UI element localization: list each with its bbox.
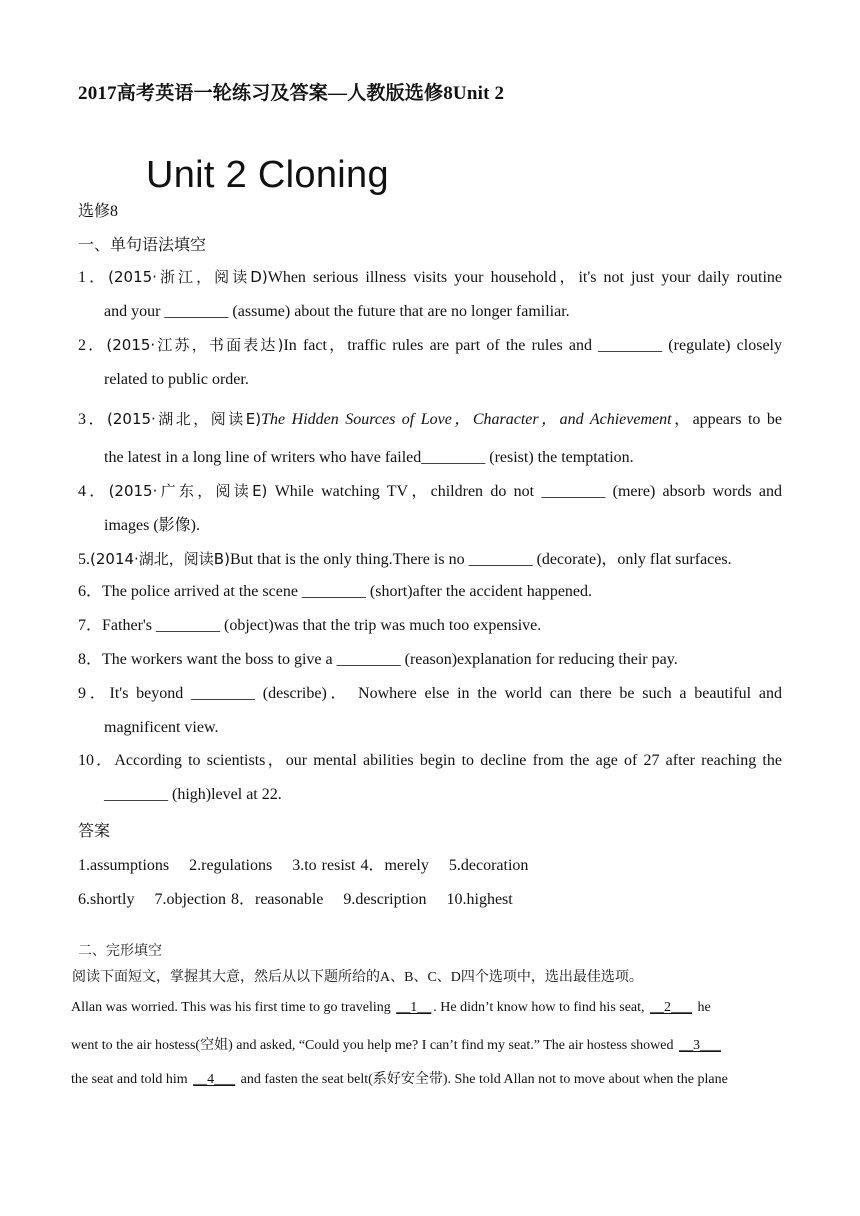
- answer-item: 7.objection 8．reasonable: [154, 891, 324, 908]
- question-1: [78, 260, 782, 329]
- question-text: It's beyond ________ (describe)． Nowhere else in the world can there be such a beautiful and: [109, 685, 782, 702]
- cloze-blank-3: __3___: [679, 1038, 722, 1053]
- question-text: ，appears to be: [671, 411, 782, 428]
- section-title-cloze: 二、完形填空: [78, 944, 162, 959]
- book-title: The Hidden Sources of Love，Character，and Achievement: [261, 411, 672, 428]
- question-number: 3．: [78, 411, 108, 428]
- cloze-blank-2: __2___: [650, 1000, 693, 1015]
- question-5: [78, 542, 782, 577]
- cloze-instruction: 阅读下面短文，掌握其大意，然后从以下题所给的A、B、C、D四个选项中，选出最佳选项。: [72, 970, 643, 985]
- cloze-blank-4: __4___: [193, 1072, 236, 1087]
- question-number: 4．: [78, 483, 109, 500]
- question-text-continued: magnificent view.: [104, 719, 219, 736]
- section-title-grammar: 一、单句语法填空: [78, 235, 207, 254]
- answer-item: 2.regulations: [189, 857, 273, 874]
- question-10: [78, 744, 782, 812]
- question-source: (2015·广东，阅读E): [108, 482, 268, 500]
- question-3: [78, 400, 782, 477]
- question-text: When serious illness visits your household，it's not just your daily routine: [267, 269, 782, 286]
- question-6: [78, 575, 782, 609]
- question-number: 10．: [78, 752, 115, 769]
- passage-line-1: [71, 1000, 787, 1016]
- question-text-continued: the latest in a long line of writers who have failed________ (resist) the temptation.: [104, 449, 634, 466]
- answers-line-1: [78, 852, 548, 875]
- question-source: (2014·湖北，阅读B): [90, 550, 230, 568]
- question-number: 2．: [78, 337, 107, 354]
- question-8: [78, 643, 782, 677]
- answer-item: 5.decoration: [448, 857, 529, 874]
- passage-text: the seat and told him: [71, 1072, 192, 1087]
- passage-text: Allan was worried. This was his first time to go traveling: [71, 1000, 395, 1015]
- question-number: 8．: [78, 651, 103, 668]
- question-text-continued: ________ (high)level at 22.: [104, 786, 282, 803]
- question-number: 1．: [78, 269, 109, 286]
- passage-line-3: [71, 1068, 787, 1088]
- question-text: But that is the only thing.There is no ________ (decorate)，only flat surfaces.: [229, 551, 732, 568]
- passage-text: he: [694, 1000, 711, 1015]
- question-text: Father's ________ (object)was that the trip was much too expensive.: [102, 617, 542, 634]
- module-label: 选修8: [78, 203, 119, 220]
- question-source: (2015·江苏，书面表达): [106, 336, 284, 354]
- answer-item: 6.shortly: [78, 891, 135, 908]
- question-number: 6．: [78, 583, 103, 600]
- question-4: [78, 474, 782, 543]
- passage-text: . He didn’t know how to find his seat,: [433, 1000, 649, 1015]
- passage-text: went to the air hostess(空姐) and asked, “Could you help me? I can’t find my seat.” The air hostess showed: [71, 1038, 678, 1053]
- document-title: 2017高考英语一轮练习及答案—人教版选修8Unit 2: [78, 83, 505, 104]
- question-text-continued: images (影像).: [104, 517, 200, 534]
- answer-item: 3.to resist 4．merely: [292, 857, 429, 874]
- question-text-continued: and your ________ (assume) about the future that are no longer familiar.: [104, 303, 570, 320]
- question-source: (2015·湖北，阅读E): [107, 410, 262, 428]
- answers-line-2: [78, 886, 533, 909]
- question-9: [78, 677, 782, 745]
- question-text: In fact，traffic rules are part of the rules and ________ (regulate) closely: [283, 337, 782, 354]
- question-text-continued: related to public order.: [104, 371, 249, 388]
- question-source: (2015·浙江，阅读D): [108, 268, 268, 286]
- question-number: 9．: [78, 685, 110, 702]
- answers-label: 答案: [78, 821, 111, 840]
- question-text: The police arrived at the scene ________ (short)after the accident happened.: [102, 583, 593, 600]
- question-text: The workers want the boss to give a ________ (reason)explanation for reducing their pay.: [102, 651, 678, 668]
- passage-text: and fasten the seat belt(系好安全带). She told Allan not to move about when the plane: [237, 1072, 728, 1087]
- answer-item: 1.assumptions: [78, 857, 170, 874]
- question-number: 7．: [78, 617, 103, 634]
- question-text: According to scientists，our mental abilities begin to decline from the age of 27 after reaching the: [114, 752, 782, 769]
- answer-item: 10.highest: [446, 891, 513, 908]
- question-text: While watching TV，children do not ________ (mere) absorb words and: [267, 483, 782, 500]
- question-2: [78, 328, 782, 397]
- question-7: [78, 609, 782, 643]
- passage-line-2: [71, 1034, 787, 1054]
- answer-item: 9.description: [343, 891, 427, 908]
- unit-heading: Unit 2 Cloning: [146, 154, 389, 196]
- question-number: 5.: [78, 551, 90, 568]
- cloze-blank-1: __1__: [396, 1000, 432, 1015]
